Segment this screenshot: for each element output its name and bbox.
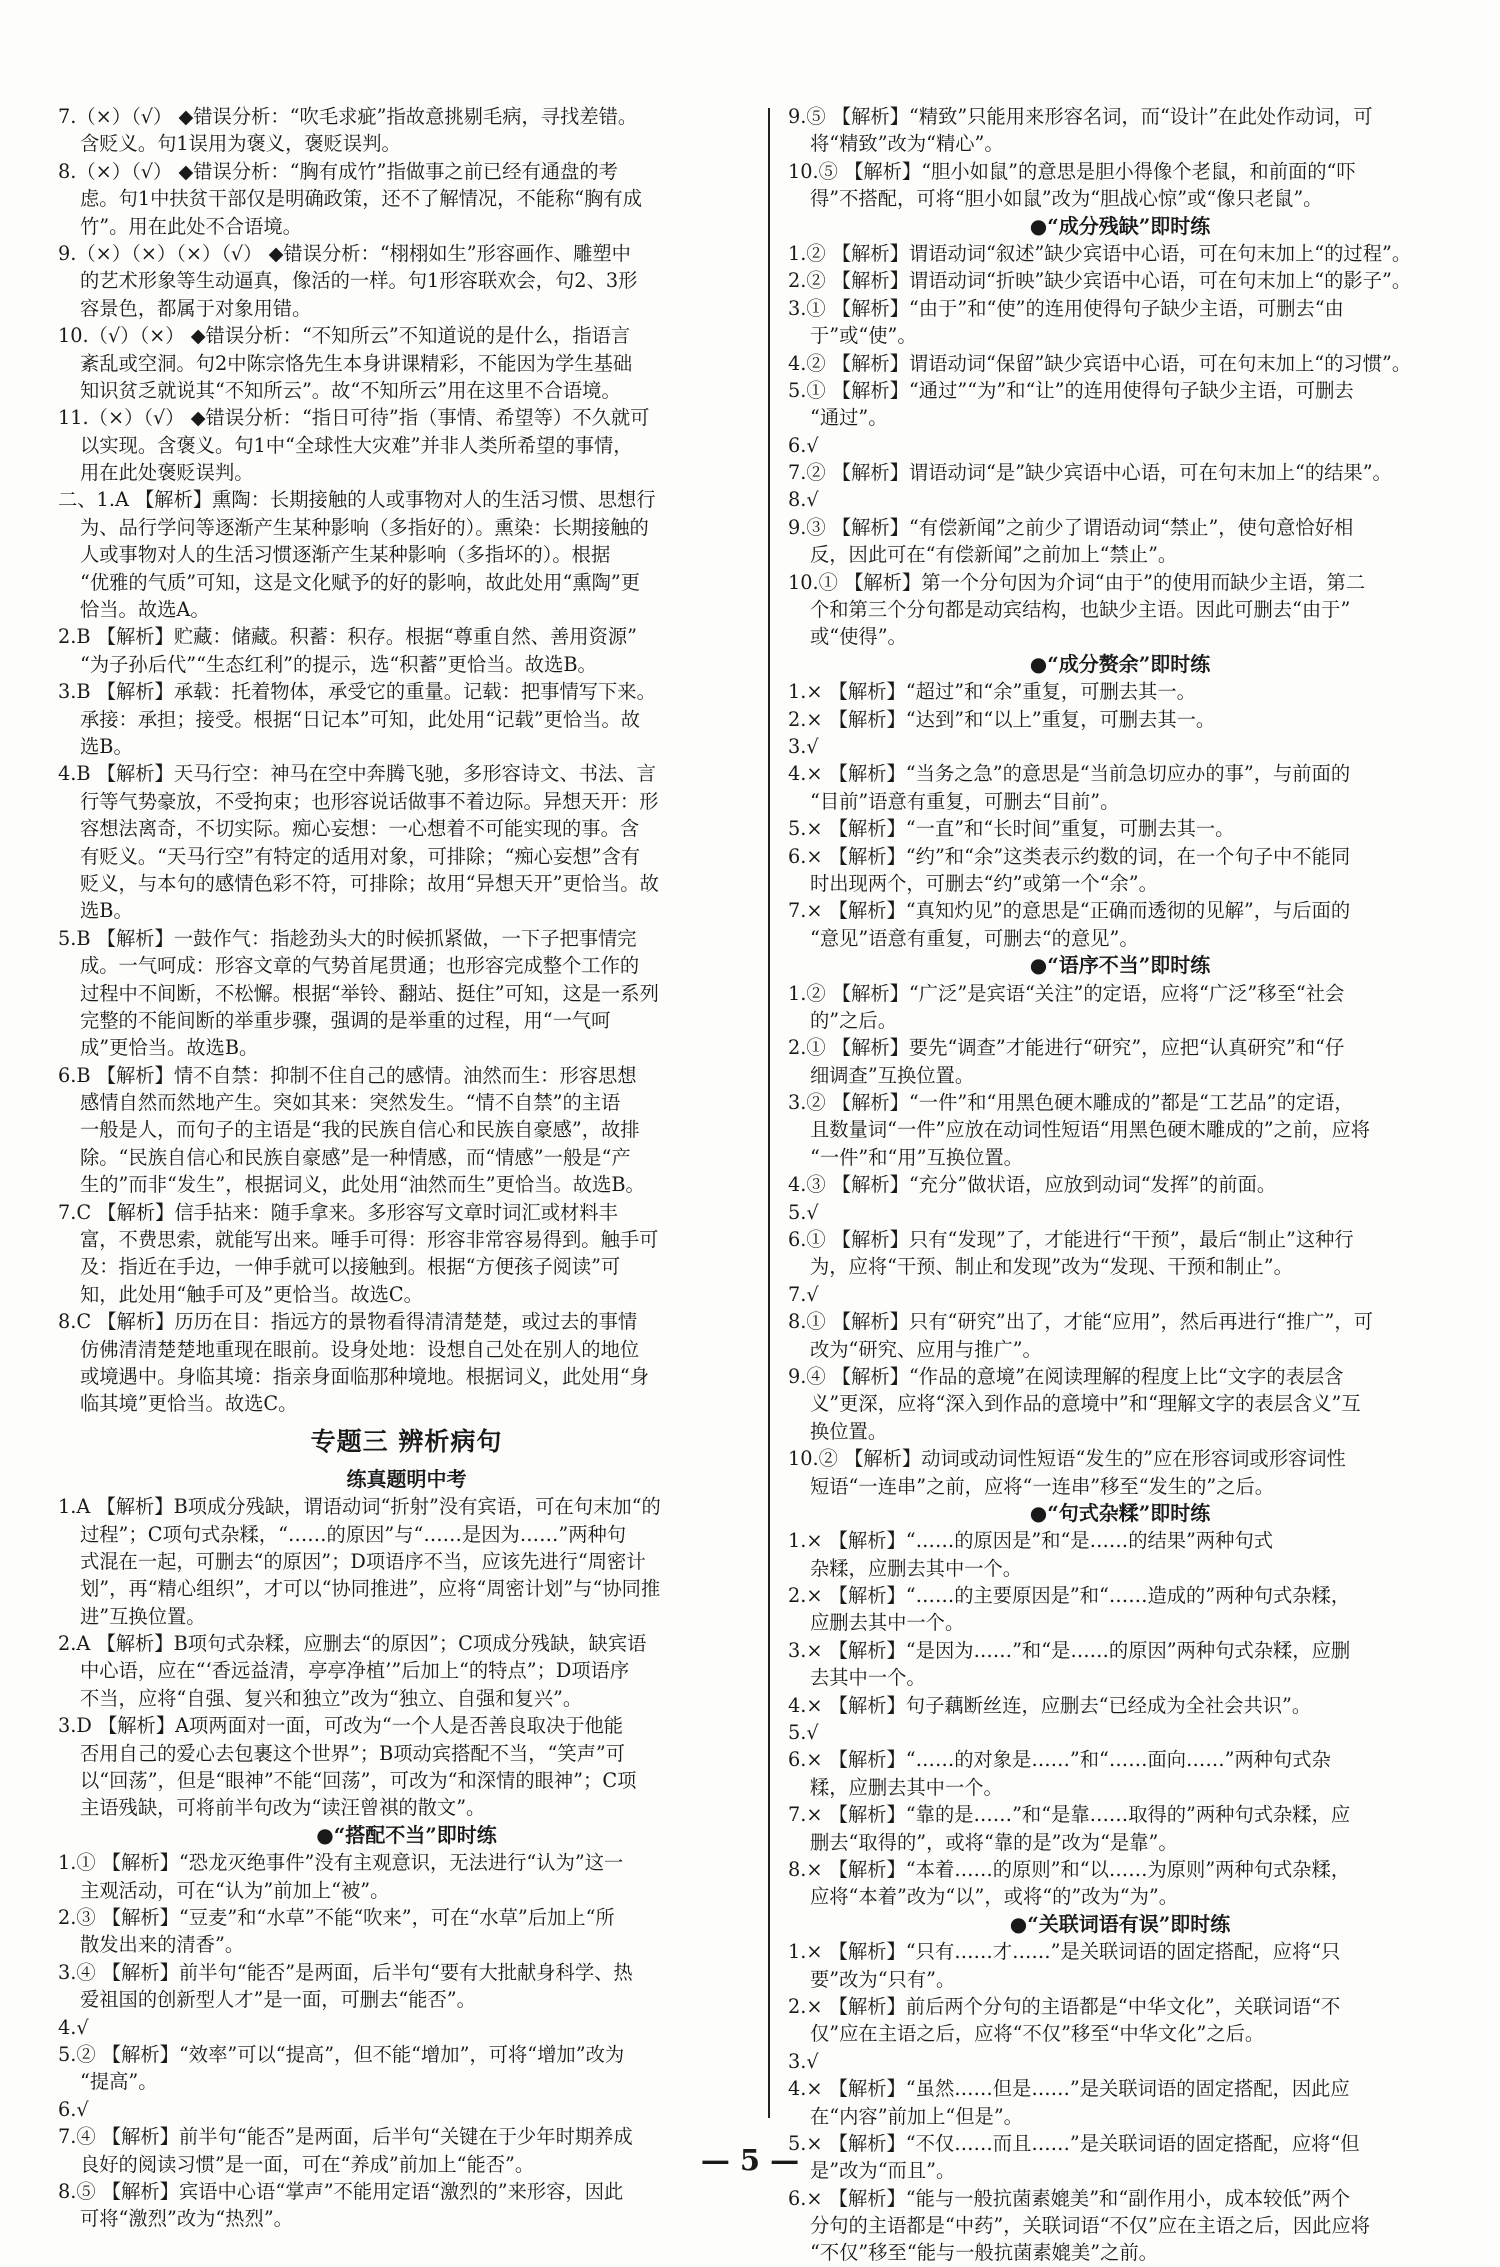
answer-line: 9.（×）（×）（×）（√） ◆错误分析：“栩栩如生”形容画作、雕塑中	[58, 241, 631, 265]
answer-line-continuation: 进”互换位置。	[80, 1604, 206, 1628]
answer-line-continuation: 除。“民族自信心和民族自豪感”是一种情感，而“情感”一般是“产	[80, 1145, 631, 1169]
answer-line: 6.× 【解析】“……的对象是……”和“……面向……”两种句式杂	[788, 1748, 1331, 1772]
answer-line-continuation: 短语“一连串”之前，应将“一连串”移至“发生的”之后。	[810, 1474, 1275, 1498]
answer-line: 8.C 【解析】历历在目：指远方的景物看得清清楚楚，或过去的事情	[58, 1310, 638, 1334]
answer-line: 7.② 【解析】谓语动词“是”缺少宾语中心语，可在句末加上“的结果”。	[788, 461, 1392, 485]
answer-line: 8.√	[788, 488, 819, 512]
answer-line-continuation: 含贬义。句1误用为褒义，褒贬误判。	[80, 132, 401, 156]
section-title: 专题三 辨析病句	[310, 1426, 503, 1456]
answer-line: 5.√	[788, 1200, 819, 1224]
answer-line-continuation: 虑。句1中扶贫干部仅是明确政策，还不了解情况，不能称“胸有成	[80, 187, 642, 211]
answer-line: 8.① 【解析】只有“研究”出了，才能“应用”，然后再进行“推广”，可	[788, 1310, 1373, 1334]
answer-line: 7.（×）（√） ◆错误分析：“吹毛求疵”指故意挑剔毛病，寻找差错。	[58, 105, 638, 128]
section-subheading: 练真题明中考	[346, 1466, 467, 1491]
answer-line: 8.（×）（√） ◆错误分析：“胸有成竹”指做事之前已经有通盘的考	[58, 159, 618, 183]
answer-line-continuation: 换位置。	[810, 1419, 888, 1443]
answer-line: 7.√	[788, 1282, 819, 1306]
answer-line-continuation: 中心语，应在“‘香远益清，亭亭净植’”后加上“的特点”；D项语序	[80, 1659, 630, 1683]
answer-line-continuation: 以实现。含褒义。句1中“全球性大灾难”并非人类所希望的事情，	[80, 433, 633, 457]
answer-line: 5.× 【解析】“不仅……而且……”是关联词语的固定搭配，应将“但	[788, 2131, 1360, 2155]
answer-line-continuation: 完整的不能间断的举重步骤，强调的是举重的过程，用“一气呵	[80, 1008, 611, 1032]
answer-line: 2.× 【解析】“……的主要原因是”和“……造成的”两种句式杂糅，	[788, 1584, 1351, 1608]
answer-line: 5.√	[788, 1721, 819, 1745]
section-subheading: ●“成分赘余”即时练	[1029, 651, 1211, 676]
answer-line-continuation: 人或事物对人的生活习惯逐渐产生某种影响（多指坏的）。根据	[80, 543, 611, 567]
answer-line-continuation: 时出现两个，可删去“约”或第一个“余”。	[810, 871, 1158, 895]
answer-line-continuation: 主观活动，可在“认为”前加上“被”。	[80, 1878, 390, 1902]
answer-line-continuation: 去其中一个。	[810, 1666, 926, 1690]
answer-line: 2.① 【解析】要先“调查”才能进行“研究”，应把“认真研究”和“仔	[788, 1036, 1345, 1060]
answer-line-continuation: 知，此处用“触手可及”更恰当。故选C。	[80, 1282, 423, 1306]
answer-line: 4.× 【解析】“虽然……但是……”是关联词语的固定搭配，因此应	[788, 2077, 1350, 2101]
answer-line-continuation: 恰当。故选A。	[80, 598, 210, 622]
answer-line: 9.④ 【解析】“作品的意境”在阅读理解的程度上比“文字的表层含	[788, 1364, 1344, 1388]
left-column	[58, 103, 755, 2233]
answer-line-continuation: 为，应将“干预、制止和发现”改为“发现、干预和制止”。	[810, 1255, 1293, 1279]
answer-line-continuation: 删去“取得的”，或将“靠的是”改为“是靠”。	[810, 1830, 1178, 1854]
answer-line: 4.√	[58, 2015, 89, 2039]
answer-line-continuation: 用在此处褒贬误判。	[80, 461, 254, 485]
answer-line-continuation: 或境遇中。身临其境：指亲身面临那种境地。根据词义，此处用“身	[80, 1364, 650, 1388]
answer-line-continuation: 行等气势豪放，不受拘束；也形容说话做事不着边际。异想天开：形	[80, 789, 659, 813]
section-subheading: ●“关联词语有误”即时练	[1009, 1911, 1231, 1936]
answer-line-continuation: 主语残缺，可将前半句改为“读汪曾祺的散文”。	[80, 1796, 486, 1820]
answer-line-continuation: “目前”语意有重复，可删去“目前”。	[810, 789, 1120, 813]
answer-line-continuation: 或“使得”。	[810, 625, 907, 649]
answer-line-continuation: “通过”。	[810, 406, 888, 430]
section-subheading: ●“句式杂糅”即时练	[1029, 1500, 1211, 1525]
answer-line: 4.× 【解析】“当务之急”的意思是“当前急切应办的事”，与前面的	[788, 762, 1351, 786]
answer-line-continuation: 将“精致”改为“精心”。	[810, 132, 1004, 156]
answer-line: 8.× 【解析】“本着……的原则”和“以……为原则”两种句式杂糅，	[788, 1858, 1351, 1881]
answer-line-continuation: 良好的阅读习惯”是一面，可在“养成”前加上“能否”。	[80, 2152, 535, 2176]
answer-line: 6.① 【解析】只有“发现”了，才能进行“干预”，最后“制止”这种行	[788, 1228, 1354, 1252]
answer-line-continuation: 于”或“使”。	[810, 324, 917, 348]
answer-line-continuation: 成”更恰当。故选B。	[80, 1036, 259, 1060]
section-subheading: ●“成分残缺”即时练	[1029, 213, 1211, 238]
answer-line-continuation: 竹”。用在此处不合语境。	[80, 214, 302, 238]
answer-line-continuation: 否用自己的爱心去包裹这个世界”；B项动宾搭配不当，“笑声”可	[80, 1741, 626, 1765]
answer-line-continuation: 成。一气呵成：形容文章的气势首尾贯通；也形容完成整个工作的	[80, 954, 640, 978]
answer-line: 10.① 【解析】第一个分句因为介词“由于”的使用而缺少主语，第二	[788, 570, 1366, 594]
answer-line-continuation: 容景色，都属于对象用错。	[80, 296, 312, 320]
answer-line: 3.D 【解析】A项两面对一面，可改为“一个人是否善良取决于他能	[58, 1714, 624, 1738]
answer-line-continuation: 要”改为“只有”。	[810, 1967, 956, 1991]
answer-line: 6.× 【解析】“能与一般抗菌素媲美”和“副作用小，成本较低”两个	[788, 2186, 1351, 2210]
answer-line: 3.① 【解析】“由于”和“使”的连用使得句子缺少主语，可删去“由	[788, 296, 1344, 320]
answer-line: 1.① 【解析】“恐龙灭绝事件”没有主观意识，无法进行“认为”这一	[58, 1851, 624, 1875]
answer-line-continuation: 及：指近在手边，一伸手就可以接触到。根据“方便孩子阅读”可	[80, 1255, 621, 1279]
section-subheading: ●“语序不当”即时练	[1029, 953, 1211, 978]
answer-line: 3.√	[788, 734, 819, 758]
answer-line-continuation: 仅”应在主语之后，应将“不仅”移至“中华文化”之后。	[810, 2022, 1265, 2046]
answer-line-continuation: 可将“激烈”改为“热烈”。	[80, 2207, 293, 2231]
answer-line-continuation: 有贬义。“天马行空”有特定的适用对象，可排除；“痴心妄想”含有	[80, 844, 641, 868]
answer-line-continuation: 糅，应删去其中一个。	[810, 1775, 1003, 1799]
answer-line: 7.C 【解析】信手拈来：随手拿来。多形容写文章时词汇或材料丰	[58, 1200, 618, 1224]
answer-line-continuation: 在“内容”前加上“但是”。	[810, 2104, 1023, 2128]
answer-line: 4.② 【解析】谓语动词“保留”缺少宾语中心语，可在句末加上“的习惯”。	[788, 351, 1412, 375]
answer-line-continuation: 应将“本着”改为“以”，或将“的”改为“为”。	[810, 1885, 1179, 1909]
answer-line-continuation: 的艺术形象等生动逼真，像活的一样。句1形容联欢会，句2、3形	[80, 269, 638, 293]
answer-line: 1.× 【解析】“……的原因是”和“是……的结果”两种句式	[788, 1529, 1274, 1553]
answer-line: 1.× 【解析】“超过”和“余”重复，可删去其一。	[788, 680, 1196, 704]
answer-line-continuation: “优雅的气质”可知，这是文化赋予的好的影响，故此处用“熏陶”更	[80, 570, 641, 594]
answer-line: 2.× 【解析】前后两个分句的主语都是“中华文化”，关联词语“不	[788, 1994, 1341, 2018]
answer-line: 3.② 【解析】“一件”和“用黑色硬木雕成的”都是“工艺品”的定语，	[788, 1091, 1354, 1115]
answer-line-continuation: 一般是人，而句子的主语是“我的民族自信心和民族自豪感”，故排	[80, 1118, 640, 1142]
answer-line-continuation: “意见”语意有重复，可删去“的意见”。	[810, 926, 1139, 950]
answer-line: 7.④ 【解析】前半句“能否”是两面，后半句“关键在于少年时期养成	[58, 2125, 633, 2149]
answer-line: 3.× 【解析】“是因为……”和“是……的原因”两种句式杂糅，应删	[788, 1638, 1351, 1662]
answer-line: 2.③ 【解析】“豆麦”和“水草”不能“吹来”，可在“水草”后加上“所	[58, 1906, 615, 1929]
answer-line-continuation: 过程”；C项句式杂糅，“……的原因”与“……是因为……”两种句	[80, 1522, 627, 1546]
answer-line: 11.（×）（√） ◆错误分析：“指日可待”指（事情、希望等）不久就可	[58, 406, 650, 430]
answer-line-continuation: 选B。	[80, 899, 133, 923]
answer-line: 2.② 【解析】谓语动词“折映”缺少宾语中心语，可在句末加上“的影子”。	[788, 269, 1412, 293]
answer-line-continuation: “提高”。	[80, 2070, 158, 2094]
answer-line: 10.（√）（×） ◆错误分析：“不知所云”不知道说的是什么，指语言	[58, 324, 631, 348]
answer-line-continuation: 的”之后。	[810, 1008, 897, 1032]
answer-line: 4.× 【解析】句子藕断丝连，应删去“已经成为全社会共识”。	[788, 1693, 1312, 1717]
page-number: — 5 —	[700, 2143, 800, 2177]
answer-line-continuation: 细调查”互换位置。	[810, 1063, 975, 1087]
answer-line: 5.② 【解析】“效率”可以“提高”，但不能“增加”，可将“增加”改为	[58, 2042, 625, 2066]
answer-line-continuation: 改为“研究、应用与推广”。	[810, 1337, 1042, 1361]
answer-line-continuation: 紊乱或空洞。句2中陈宗恪先生本身讲课精彩，不能因为学生基础	[80, 351, 633, 375]
answer-line: 6.× 【解析】“约”和“余”这类表示约数的词，在一个句子中不能同	[788, 844, 1351, 868]
answer-line: 7.× 【解析】“靠的是……”和“是靠……取得的”两种句式杂糅，应	[788, 1803, 1351, 1827]
answer-line: 7.× 【解析】“真知灼见”的意思是“正确而透彻的见解”，与后面的	[788, 899, 1351, 923]
answer-line-continuation: 反，因此可在“有偿新闻”之前加上“禁止”。	[810, 543, 1178, 567]
answer-line-continuation: 得”不搭配，可将“胆小如鼠”改为“胆战心惊”或“像只老鼠”。	[810, 187, 1323, 211]
answer-line: 10.② 【解析】动词或动词性短语“发生的”应在形容词或形容词性	[788, 1447, 1346, 1471]
answer-line-continuation: 知识贫乏就说其“不知所云”。故“不知所云”用在这里不合语境。	[80, 378, 621, 402]
answer-line-continuation: 个和第三个分句都是动宾结构，也缺少主语。因此可删去“由于”	[810, 598, 1351, 622]
answer-line-continuation: “不仅”移至“能与一般抗菌素媲美”之前。	[810, 2241, 1158, 2265]
answer-line: 5.× 【解析】“一直”和“长时间”重复，可删去其一。	[788, 817, 1235, 841]
answer-line: 3.√	[788, 2049, 819, 2073]
answer-line: 2.A 【解析】B项句式杂糅，应删去“的原因”；C项成分残缺，缺宾语	[58, 1632, 647, 1656]
answer-line-continuation: 生的”而非“发生”，根据词义，此处用“油然而生”更恰当。故选B。	[80, 1173, 645, 1197]
answer-line: 8.⑤ 【解析】宾语中心语“掌声”不能用定语“激烈的”来形容，因此	[58, 2179, 624, 2203]
answer-line: 1.② 【解析】“广泛”是宾语“关注”的定语，应将“广泛”移至“社会	[788, 981, 1345, 1005]
answer-line-continuation: 是”改为“而且”。	[810, 2159, 956, 2183]
answer-line-continuation: 临其境”更恰当。故选C。	[80, 1392, 298, 1416]
answer-line: 5.B 【解析】一鼓作气：指趁劲头大的时候抓紧做，一下子把事情完	[58, 926, 637, 950]
answer-line: 2.× 【解析】“达到”和“以上”重复，可删去其一。	[788, 707, 1216, 731]
answer-line-continuation: 且数量词“一件”应放在动词性短语“用黑色硬木雕成的”之前，应将	[810, 1118, 1371, 1142]
answer-line-continuation: 过程中不间断，不松懈。根据“举铃、翻站、挺住”可知，这是一系列	[80, 981, 659, 1005]
answer-line: 6.B 【解析】情不自禁：抑制不住自己的感情。油然而生：形容思想	[58, 1063, 637, 1087]
answer-line-continuation: 应删去其中一个。	[810, 1611, 965, 1635]
answer-line-continuation: 仿佛清清楚楚地重现在眼前。设身处地：设想自己处在别人的地位	[80, 1337, 640, 1361]
answer-line-continuation: 不当，应将“自强、复兴和独立”改为“独立、自强和复兴”。	[80, 1686, 583, 1710]
section-subheading: ●“搭配不当”即时练	[316, 1822, 497, 1847]
answer-line: 1.A 【解析】B项成分残缺，谓语动词“折射”没有宾语，可在句末加“的	[58, 1495, 661, 1519]
answer-line-continuation: 感情自然而然地产生。突如其来：突然发生。“情不自禁”的主语	[80, 1091, 621, 1115]
answer-line-continuation: 分句的主语都是“中药”，关联词语“不仅”应在主语之后，因此应将	[810, 2214, 1371, 2238]
answer-line-continuation: 散发出来的清香”。	[80, 1933, 245, 1957]
answer-line-continuation: 杂糅，应删去其中一个。	[810, 1556, 1023, 1580]
answer-line-continuation: 义”更深，应将“深入到作品的意境中”和“理解文字的表层含义”互	[810, 1392, 1361, 1416]
answer-line-continuation: 承接：承担；接受。根据“日记本”可知，此处用“记载”更恰当。故	[80, 707, 641, 731]
answer-line-continuation: 划”，再“精心组织”，才可以“协同推进”，应将“周密计划”与“协同推	[80, 1577, 661, 1601]
answer-line: 2.B 【解析】贮藏：储藏。积蓄：积存。根据“尊重自然、善用资源”	[58, 625, 637, 649]
answer-line-continuation: 式混在一起，可删去“的原因”；D项语序不当，应该先进行“周密计	[80, 1549, 646, 1573]
answer-line: 二、1.A 【解析】熏陶：长期接触的人或事物对人的生活习惯、思想行	[58, 488, 656, 512]
answer-line: 10.⑤ 【解析】“胆小如鼠”的意思是胆小得像个老鼠，和前面的“吓	[788, 159, 1356, 183]
column-divider	[768, 108, 770, 2118]
answer-line-continuation: 选B。	[80, 734, 133, 758]
answer-line: 3.B 【解析】承载：托着物体，承受它的重量。记载：把事情写下来。	[58, 680, 656, 704]
answer-line-continuation: 容想法离奇，不切实际。痴心妄想：一心想着不可能实现的事。含	[80, 817, 640, 841]
answer-line: 4.③ 【解析】“充分”做状语，应放到动词“发挥”的前面。	[788, 1173, 1277, 1197]
answer-line-continuation: 贬义，与本句的感情色彩不符，可排除；故用“异想天开”更恰当。故	[80, 871, 659, 895]
answer-line: 4.B 【解析】天马行空：神马在空中奔腾飞驰，多形容诗文、书法、言	[58, 762, 656, 786]
right-column	[788, 103, 1452, 2267]
answer-line: 9.③ 【解析】“有偿新闻”之前少了谓语动词“禁止”，使句意恰好相	[788, 515, 1354, 539]
answer-line-continuation: “一件”和“用”互换位置。	[810, 1145, 1023, 1169]
answer-line-continuation: 以“回荡”，但是“眼神”不能“回荡”，可改为“和深情的眼神”；C项	[80, 1769, 637, 1793]
answer-line-continuation: 富，不费思索，就能写出来。唾手可得：形容非常容易得到。触手可	[80, 1228, 659, 1252]
answer-line-continuation: 爱祖国的创新型人才”是一面，可删去“能否”。	[80, 1988, 476, 2012]
answer-line: 6.√	[58, 2097, 89, 2121]
answer-line: 5.① 【解析】“通过”“为”和“让”的连用使得句子缺少主语，可删去	[788, 378, 1354, 402]
answer-line: 9.⑤ 【解析】“精致”只能用来形容名词，而“设计”在此处作动词，可	[788, 105, 1373, 128]
answer-line: 1.② 【解析】谓语动词“叙述”缺少宾语中心语，可在句末加上“的过程”。	[788, 241, 1412, 265]
answer-line: 1.× 【解析】“只有……才……”是关联词语的固定搭配，应将“只	[788, 1940, 1341, 1964]
answer-line-continuation: “为子孙后代”“生态红利”的提示，选“积蓄”更恰当。故选B。	[80, 652, 597, 676]
answer-line: 3.④ 【解析】前半句“能否”是两面，后半句“要有大批献身科学、热	[58, 1960, 633, 1984]
answer-line-continuation: 为、品行学问等逐渐产生某种影响（多指好的）。熏染：长期接触的	[80, 515, 649, 539]
answer-line: 6.√	[788, 433, 819, 457]
